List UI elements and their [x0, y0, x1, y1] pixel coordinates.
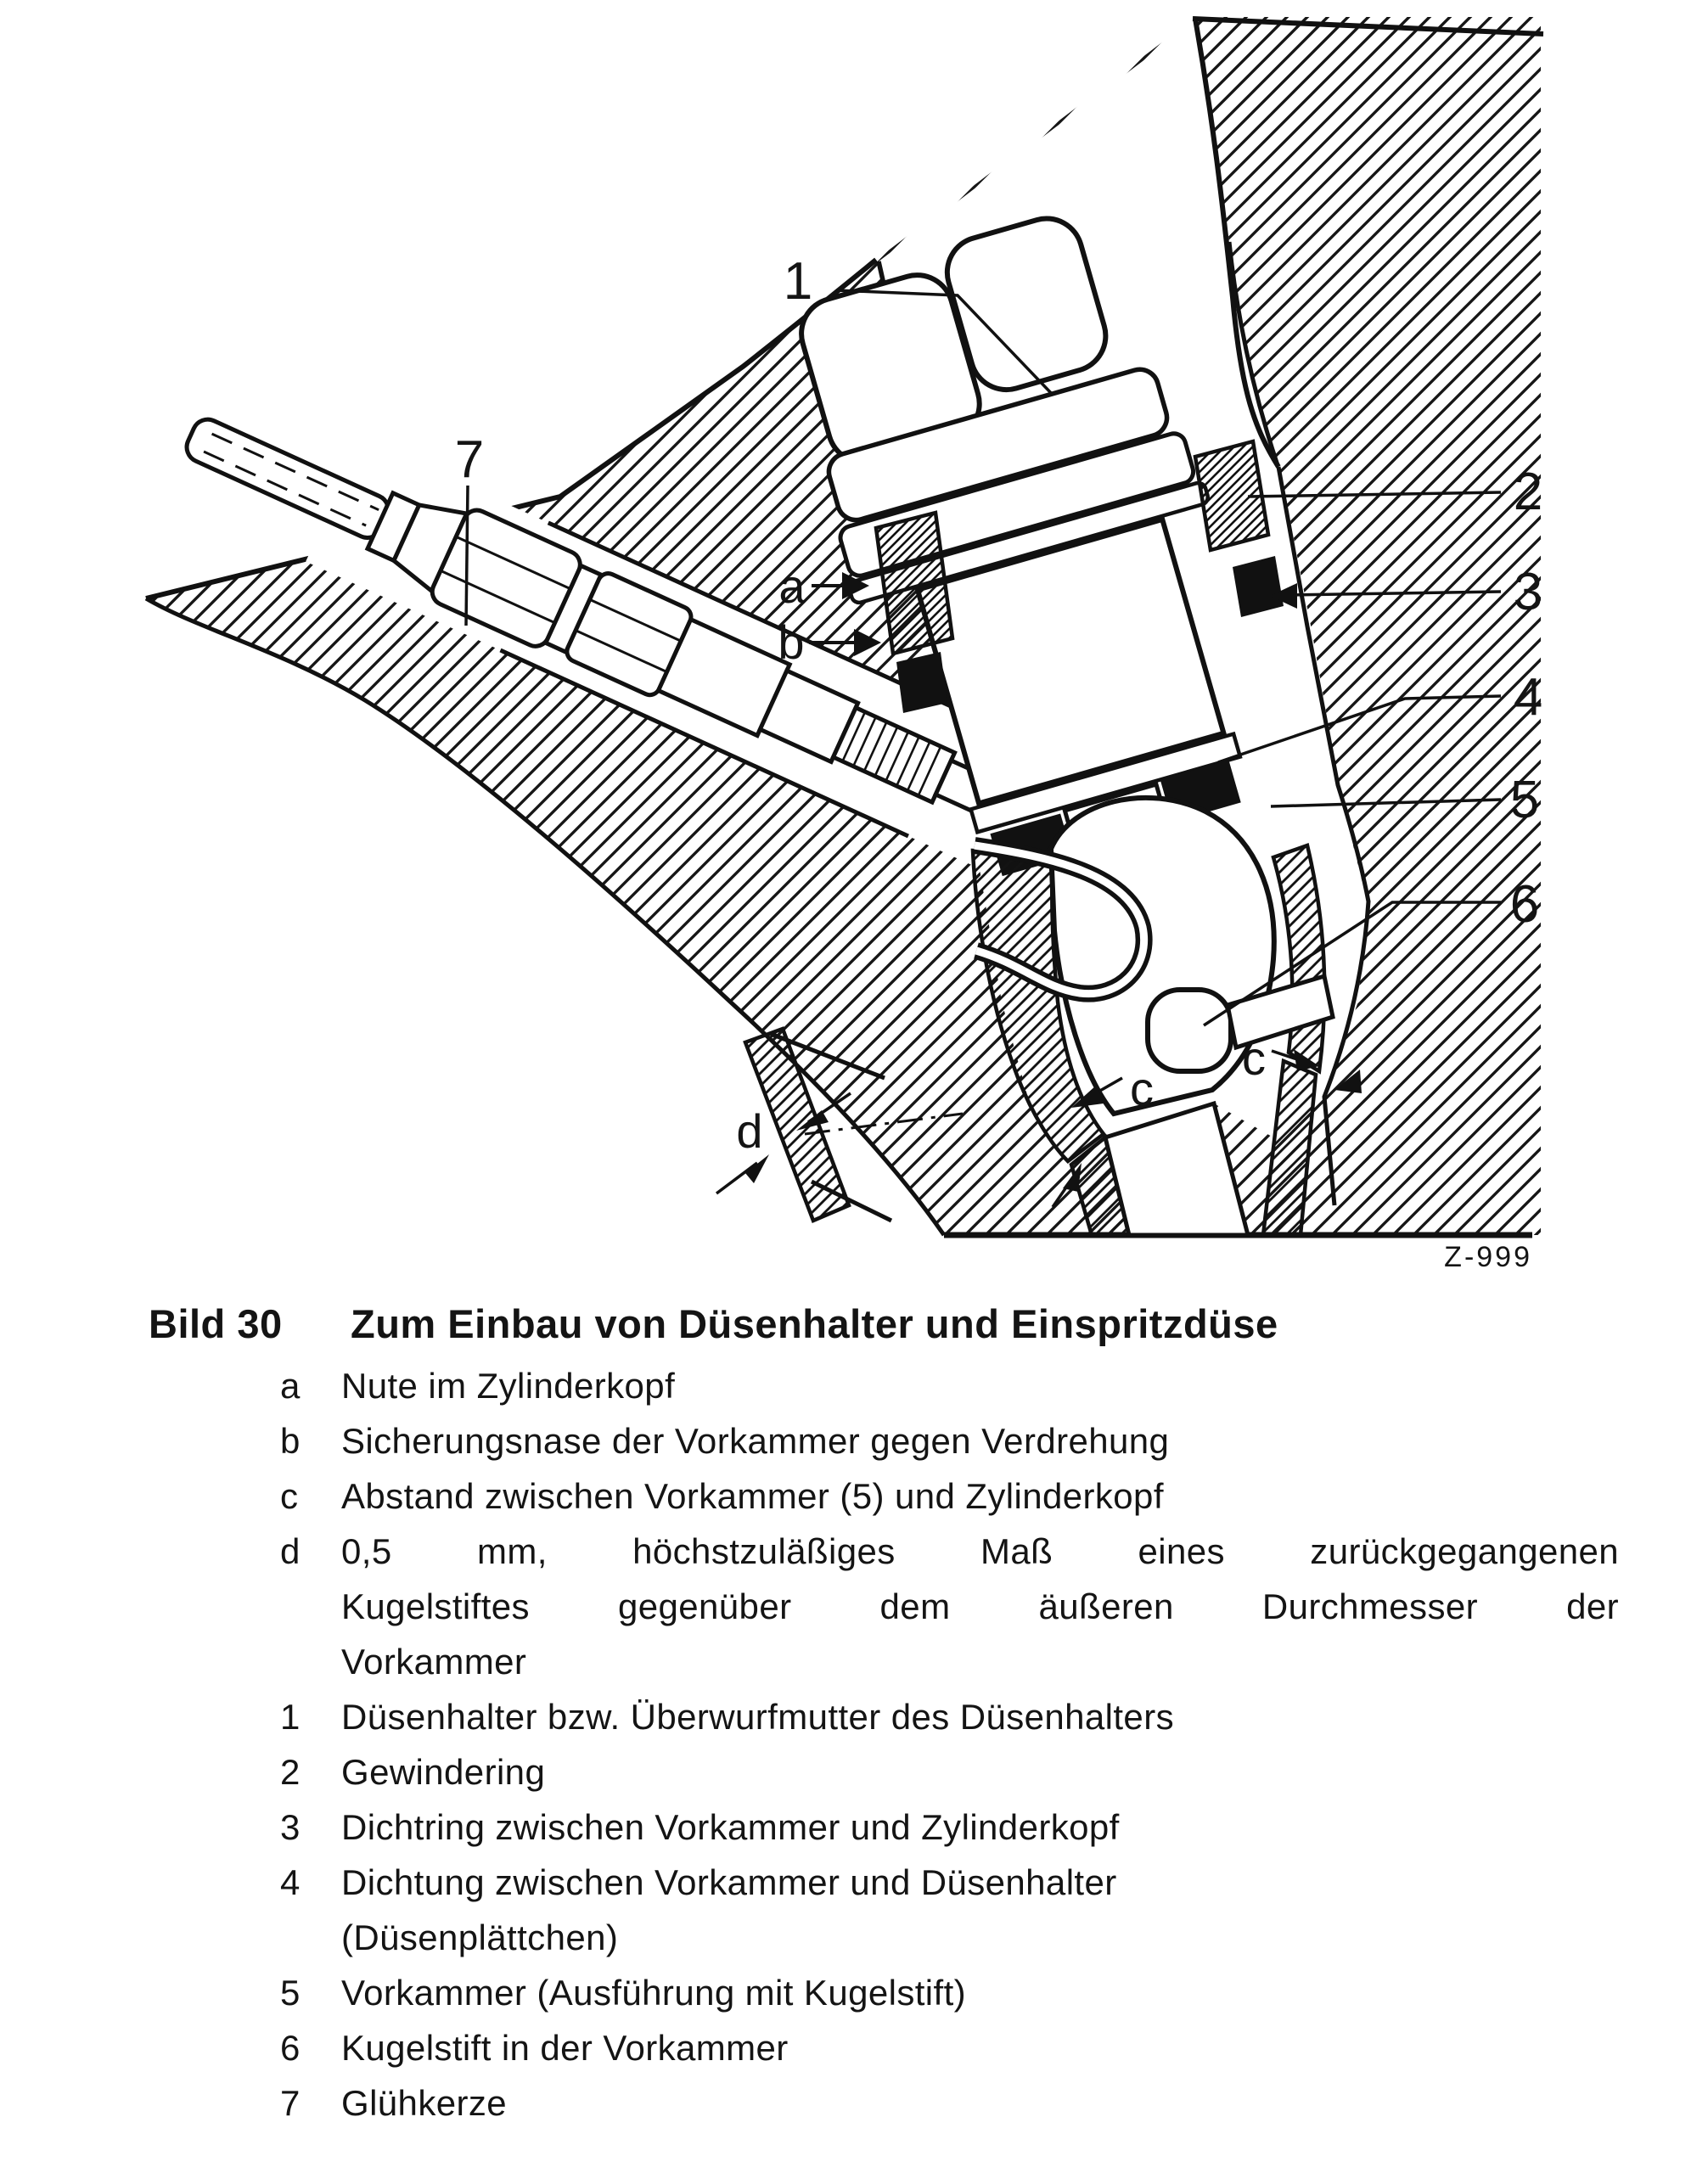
legend-row-3 — [280, 1800, 1638, 1855]
legend-text-5: Vorkammer (Ausführung mit Kugelstift) — [341, 1972, 967, 2013]
legend-text-6: Kugelstift in der Vorkammer — [341, 2027, 789, 2068]
callout-6: 6 — [1509, 875, 1540, 934]
cylinder-head-section — [146, 17, 1543, 1235]
callout-3: 3 — [1513, 563, 1543, 621]
legend-text-d-line3: Vorkammer — [341, 1641, 527, 1682]
legend-key-1: 1 — [280, 1696, 301, 1737]
callout-a: a — [778, 559, 806, 613]
legend-row-7 — [280, 2075, 1638, 2131]
legend-row-d — [280, 1524, 1638, 1579]
legend-text-a: Nute im Zylinderkopf — [341, 1365, 676, 1406]
legend-text-3: Dichtring zwischen Vorkammer und Zylinderkopf — [341, 1806, 1120, 1847]
legend-key-5: 5 — [280, 1972, 301, 2013]
figure-title: Zum Einbau von Düsenhalter und Einspritzdüse — [351, 1301, 1278, 1346]
legend-key-d: d — [280, 1530, 301, 1571]
legend-key-6: 6 — [280, 2027, 301, 2068]
callout-5: 5 — [1509, 771, 1540, 829]
legend-row-a — [280, 1358, 1638, 1413]
callout-2: 2 — [1513, 463, 1543, 521]
legend-text-c: Abstand zwischen Vorkammer (5) und Zylinderkopf — [341, 1475, 1164, 1516]
figure-caption — [149, 1300, 1278, 1347]
legend-key-4: 4 — [280, 1861, 301, 1902]
legend-row-4 — [280, 1855, 1638, 1910]
legend-text-4-line2: (Düsenplättchen) — [341, 1917, 619, 1957]
plate-code: Z-999 — [1444, 1241, 1532, 1273]
legend-text-2: Gewindering — [341, 1751, 546, 1792]
legend-row-5 — [280, 1965, 1638, 2020]
legend-key-c: c — [280, 1475, 299, 1516]
legend-key-a: a — [280, 1365, 301, 1406]
legend-row-b — [280, 1413, 1638, 1468]
legend-row-d3 — [280, 1634, 1638, 1689]
callout-c-right: c — [1242, 1031, 1266, 1085]
callout-1: 1 — [783, 252, 813, 311]
legend-text-4-line1: Dichtung zwischen Vorkammer und Düsenhalter — [341, 1861, 1117, 1902]
callout-7: 7 — [454, 430, 485, 489]
legend-text-d-line1: 0,5 mm, höchstzuläßiges Maß eines zurückgegangenen — [341, 1530, 1619, 1571]
callout-4: 4 — [1513, 668, 1543, 727]
legend-row-d2 — [280, 1579, 1638, 1634]
legend-row-2 — [280, 1744, 1638, 1800]
legend-text-b: Sicherungsnase der Vorkammer gegen Verdrehung — [341, 1420, 1170, 1461]
callout-b: b — [778, 615, 805, 669]
legend-row-6 — [280, 2020, 1638, 2075]
legend-text-d-line2: Kugelstiftes gegenüber dem äußeren Durchmesser der — [341, 1586, 1619, 1626]
locking-nose-b — [896, 652, 947, 713]
legend-text-7: Glühkerze — [341, 2082, 508, 2123]
legend-key-2: 2 — [280, 1751, 301, 1792]
callout-d: d — [736, 1104, 763, 1158]
legend-key-7: 7 — [280, 2082, 301, 2123]
figure-number: Bild 30 — [149, 1301, 283, 1346]
legend-key-b: b — [280, 1420, 301, 1461]
ball-pin-kugelstift — [1148, 990, 1231, 1071]
legend-row-c — [280, 1468, 1638, 1524]
figure-legend — [280, 1358, 1638, 2131]
legend-row-4b — [280, 1910, 1638, 1965]
legend-key-3: 3 — [280, 1806, 301, 1847]
legend-text-1: Düsenhalter bzw. Überwurfmutter des Düsenhalters — [341, 1696, 1174, 1737]
leader-7 — [466, 486, 468, 626]
seal-ring-dichtring-3 — [1233, 556, 1284, 617]
callout-c-left: c — [1130, 1062, 1154, 1115]
legend-row-1 — [280, 1689, 1638, 1744]
